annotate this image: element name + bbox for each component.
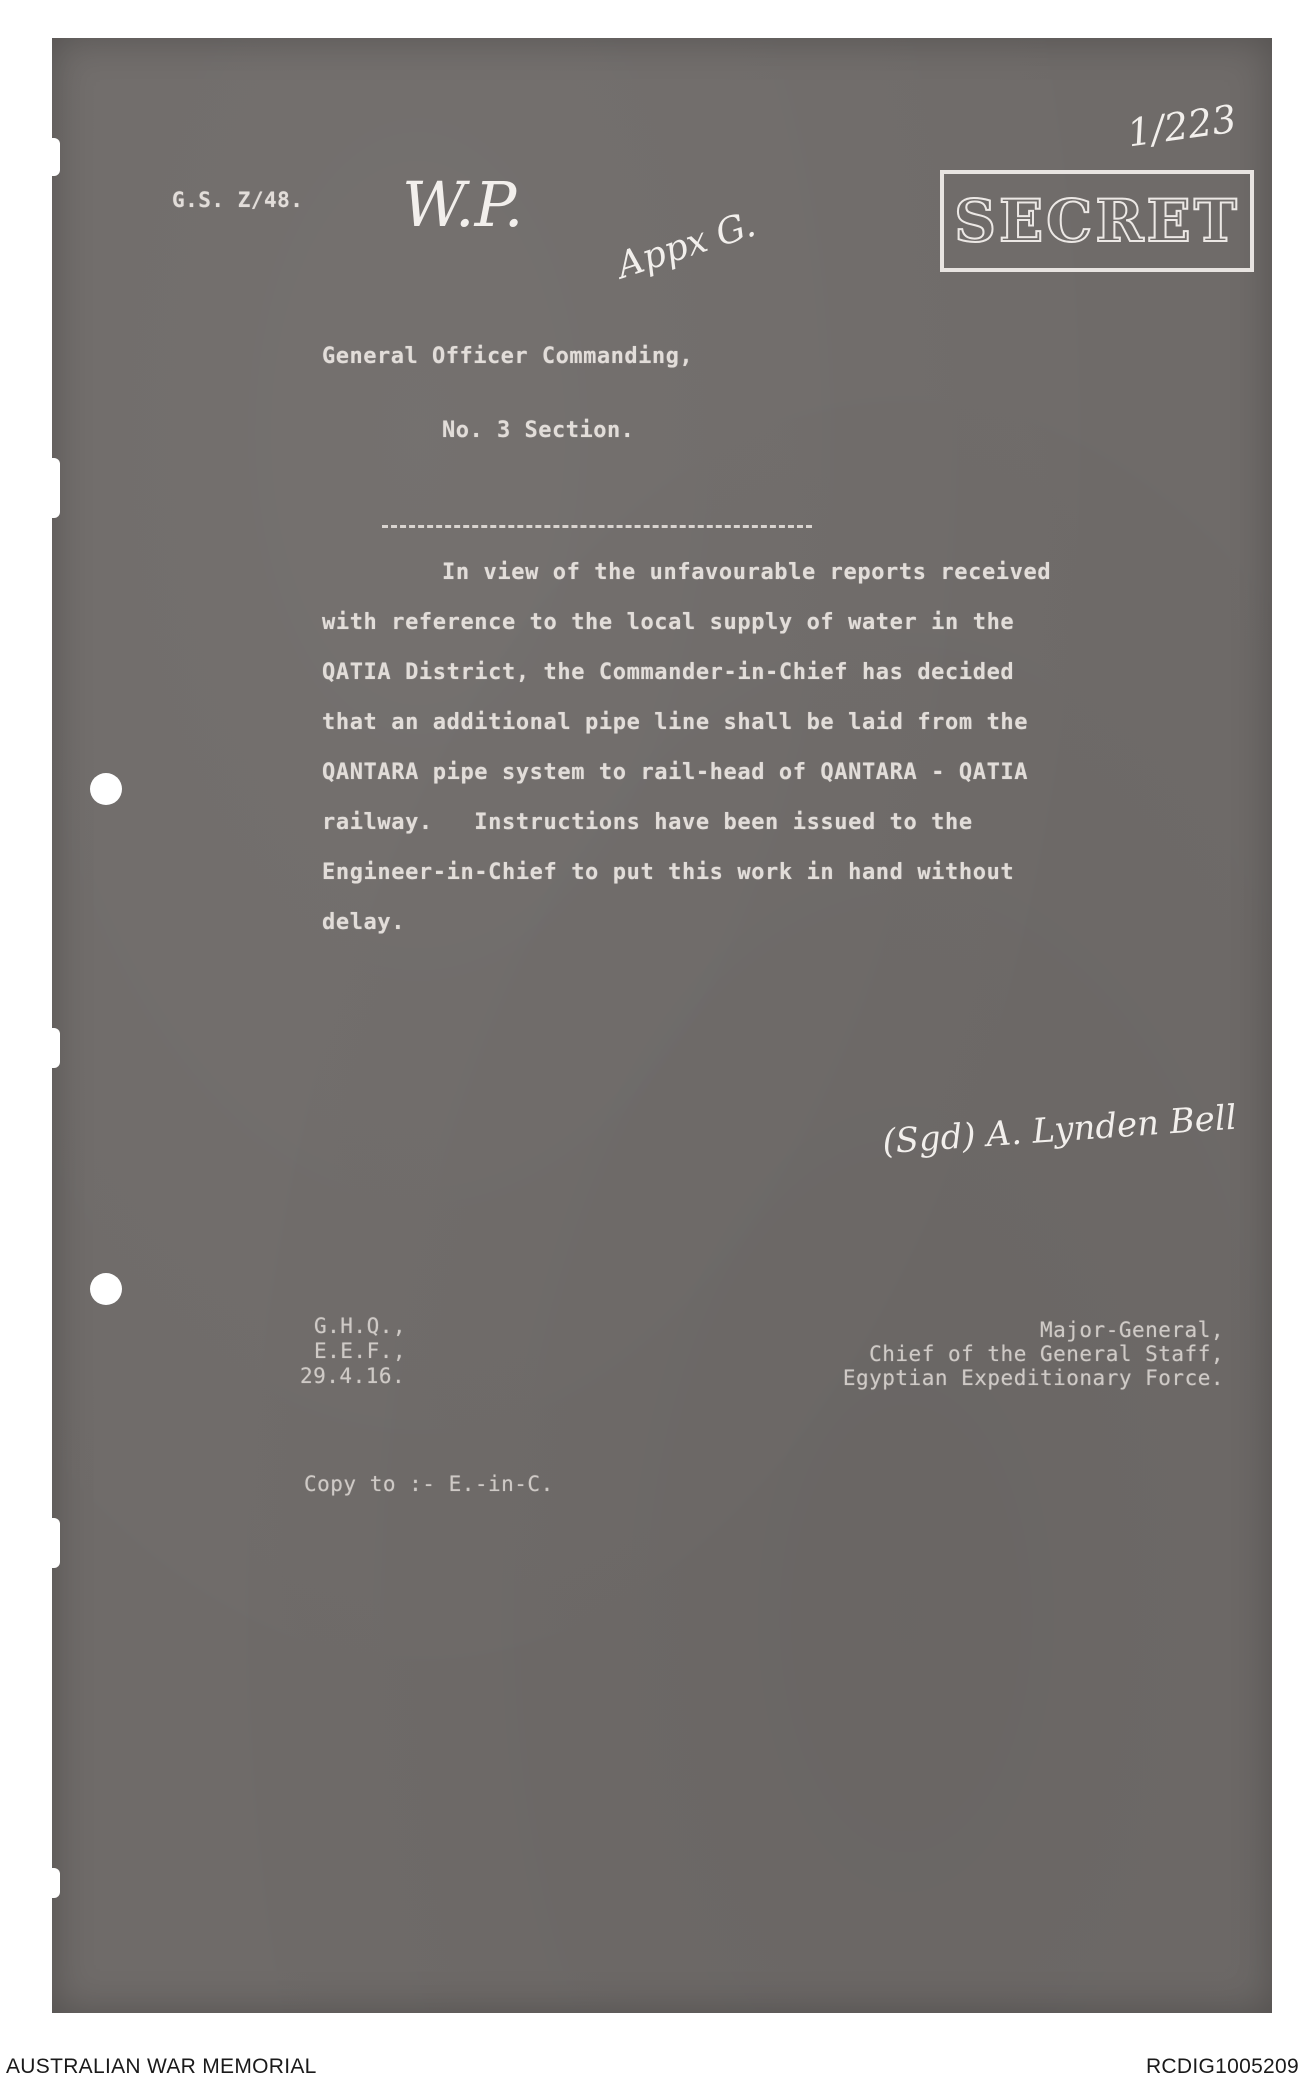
body-line: that an additional pipe line shall be laid from the xyxy=(322,710,1029,735)
signatory-force: Egyptian Expeditionary Force. xyxy=(842,1366,1224,1390)
signature: (Sgd) A. Lynden Bell xyxy=(881,1097,1238,1163)
addressee-line-1: General Officer Commanding, xyxy=(322,344,694,369)
archive-id: RCDIG1005209 xyxy=(1145,2055,1299,2078)
punch-hole xyxy=(90,773,122,805)
appendix-annotation: Appx G. xyxy=(612,203,761,287)
secret-stamp xyxy=(940,170,1254,272)
signatory-title: Chief of the General Staff, xyxy=(869,1342,1224,1366)
page-number-annotation: 1/223 xyxy=(1124,96,1240,156)
archive-name: AUSTRALIAN WAR MEMORIAL xyxy=(6,2055,317,2078)
torn-edge-notch xyxy=(46,138,60,176)
copy-to-line: Copy to :- E.-in-C. xyxy=(304,1472,554,1496)
body-line: In view of the unfavourable reports received xyxy=(442,560,1052,585)
torn-edge-notch xyxy=(46,1028,60,1068)
reference-number: G.S. Z/48. xyxy=(172,188,304,212)
dashed-rule xyxy=(382,525,812,528)
torn-edge-notch xyxy=(46,1518,60,1568)
addressee-line-2: No. 3 Section. xyxy=(442,418,635,443)
body-line: with reference to the local supply of water in the xyxy=(322,610,1015,635)
body-line: railway. Instructions have been issued to the xyxy=(322,810,973,835)
torn-edge-notch xyxy=(46,1868,60,1898)
origin-line-2: E.E.F., xyxy=(314,1339,407,1363)
origin-line-1: G.H.Q., xyxy=(314,1314,407,1338)
secret-stamp-text: SECRET xyxy=(954,187,1240,255)
origin-date: 29.4.16. xyxy=(300,1364,406,1388)
torn-edge-notch xyxy=(46,458,60,518)
punch-hole xyxy=(90,1273,122,1305)
body-line: Engineer-in-Chief to put this work in hand without xyxy=(322,860,1015,885)
signatory-rank: Major-General, xyxy=(1039,1318,1224,1342)
body-line: delay. xyxy=(322,910,406,935)
document-sheet xyxy=(52,38,1272,2013)
initials-annotation: W.P. xyxy=(402,168,524,241)
body-line: QANTARA pipe system to rail-head of QANTARA - QATIA xyxy=(322,760,1029,785)
body-line: QATIA District, the Commander-in-Chief has decided xyxy=(322,660,1015,685)
